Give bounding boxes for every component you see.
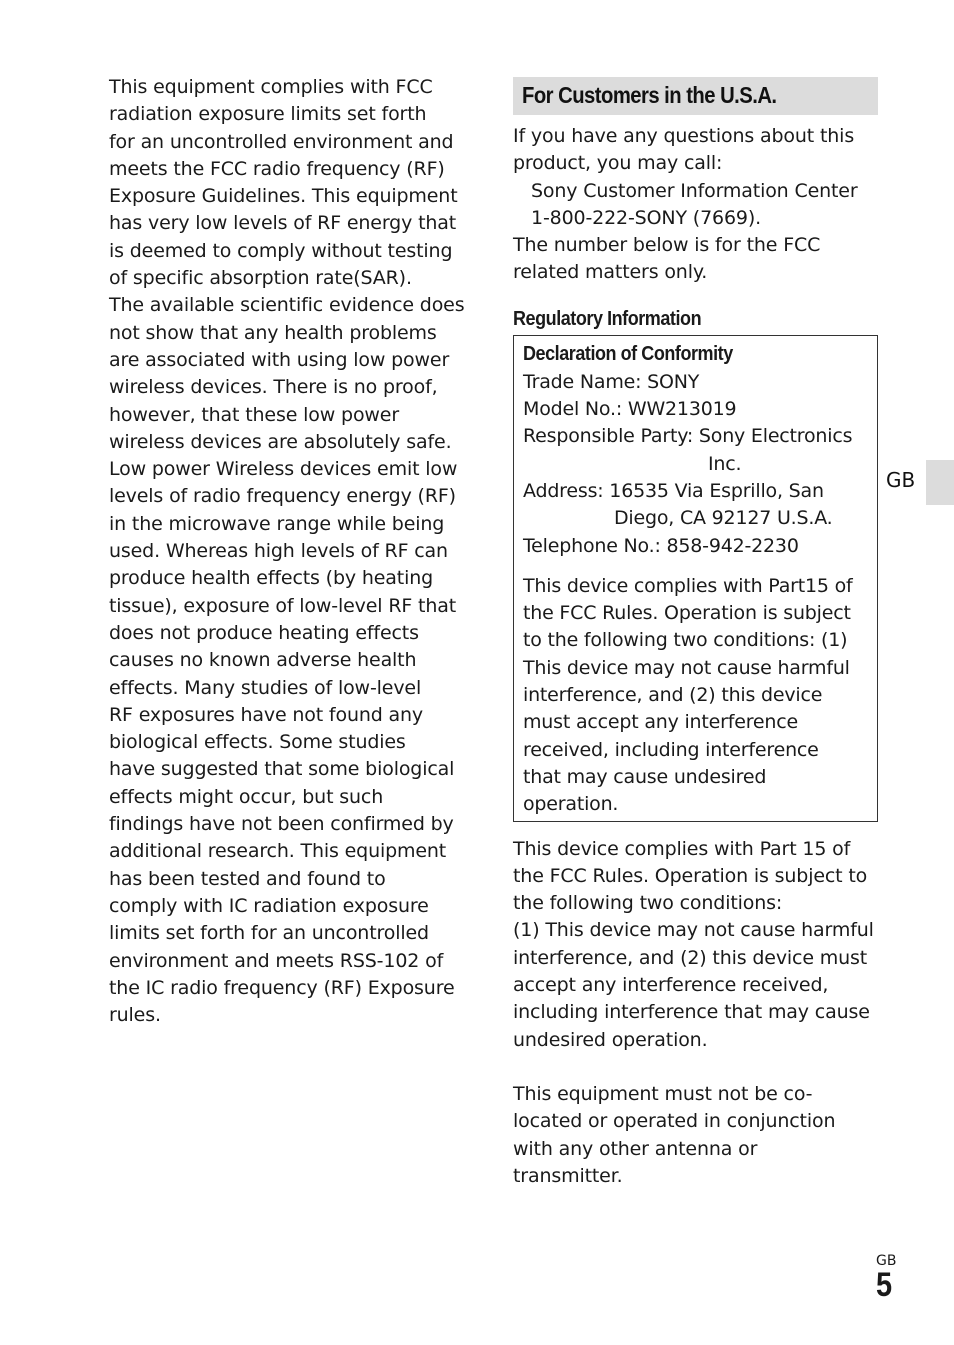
us-customers-column — [513, 77, 878, 1190]
footer-language: GB — [876, 1253, 897, 1269]
intro-line: If you have any questions about this — [513, 125, 855, 147]
declaration-box — [513, 335, 878, 822]
regulatory-subheading: Regulatory Information — [513, 307, 702, 330]
telephone: Telephone No.: 858-942-2230 — [523, 534, 799, 557]
address: Address: 16535 Via Esprillo, San — [523, 479, 824, 502]
center-name: Sony Customer Information Center — [531, 179, 858, 202]
section-header-bar — [513, 77, 878, 115]
intro-line: product, you may call: — [513, 152, 723, 175]
page-number: 5 — [876, 1266, 893, 1304]
colocation-notice: This equipment must not be co- located or operated in conjunction with any other antenna or transmitter. — [513, 1082, 836, 1187]
model-number: Model No.: WW213019 — [523, 398, 737, 421]
customer-contact-info — [513, 123, 878, 287]
fcc-note-line: related matters only. — [513, 261, 708, 284]
fcc-note-line: The number below is for the FCC — [513, 234, 821, 257]
declaration-title: Declaration of Conformity — [523, 342, 733, 365]
responsible-party: Responsible Party: Sony Electronics — [523, 425, 853, 448]
side-tab — [926, 460, 954, 505]
address-cont: Diego, CA 92127 U.S.A. — [614, 507, 833, 530]
rf-exposure-text: This equipment complies with FCC radiation exposure limits set forth for an uncontrolled environment and meets the FCC radio frequency (RF) Exposure Guidelines. This equipment has very low levels of RF energy that is deemed to comply without testing of specific absorption rate(SAR). The available scientific evidence does not show that any health problems are associated with using low power wireless devices. There is no proof, however, that these low power wireless devices are absolutely safe. Low power Wireless devices emit low levels of radio frequency energy (RF) in the microwave range while being used. Whereas high levels of RF can produce health effects (by heating tissue), exposure of low-level RF that does not produce heating effects causes no known adverse health effects. Many studies of low-level RF exposures have not found any biological effects. Some studies have suggested that some biological effects might occur, but such findings have not been confirmed by additional research. This equipment has been tested and found to comply with IC radiation exposure limits set forth for an uncontrolled environment and meets RSS-102 of the IC radio frequency (RF) Exposure rules. — [109, 76, 465, 1027]
trade-name: Trade Name: SONY — [523, 370, 700, 393]
responsible-party-cont: Inc. — [708, 452, 742, 475]
center-phone: 1-800-222-SONY (7669). — [531, 206, 761, 229]
side-tab-label: GB — [886, 468, 916, 492]
part15-notice-boxed: This device complies with Part15 of the FCC Rules. Operation is subject to the following two conditions: (1) This device may not cause harmful interference, and (2) this device must accept any interference received, including interference that may cause undesired operation. — [523, 574, 853, 816]
part15-notice: This device complies with Part 15 of the FCC Rules. Operation is subject to the following two conditions: (1) This device may not cause harmful interference, and (2) this device must accept any interference received, including interference that may cause undesired operation. — [513, 837, 874, 1051]
section-title: For Customers in the U.S.A. — [522, 82, 777, 109]
